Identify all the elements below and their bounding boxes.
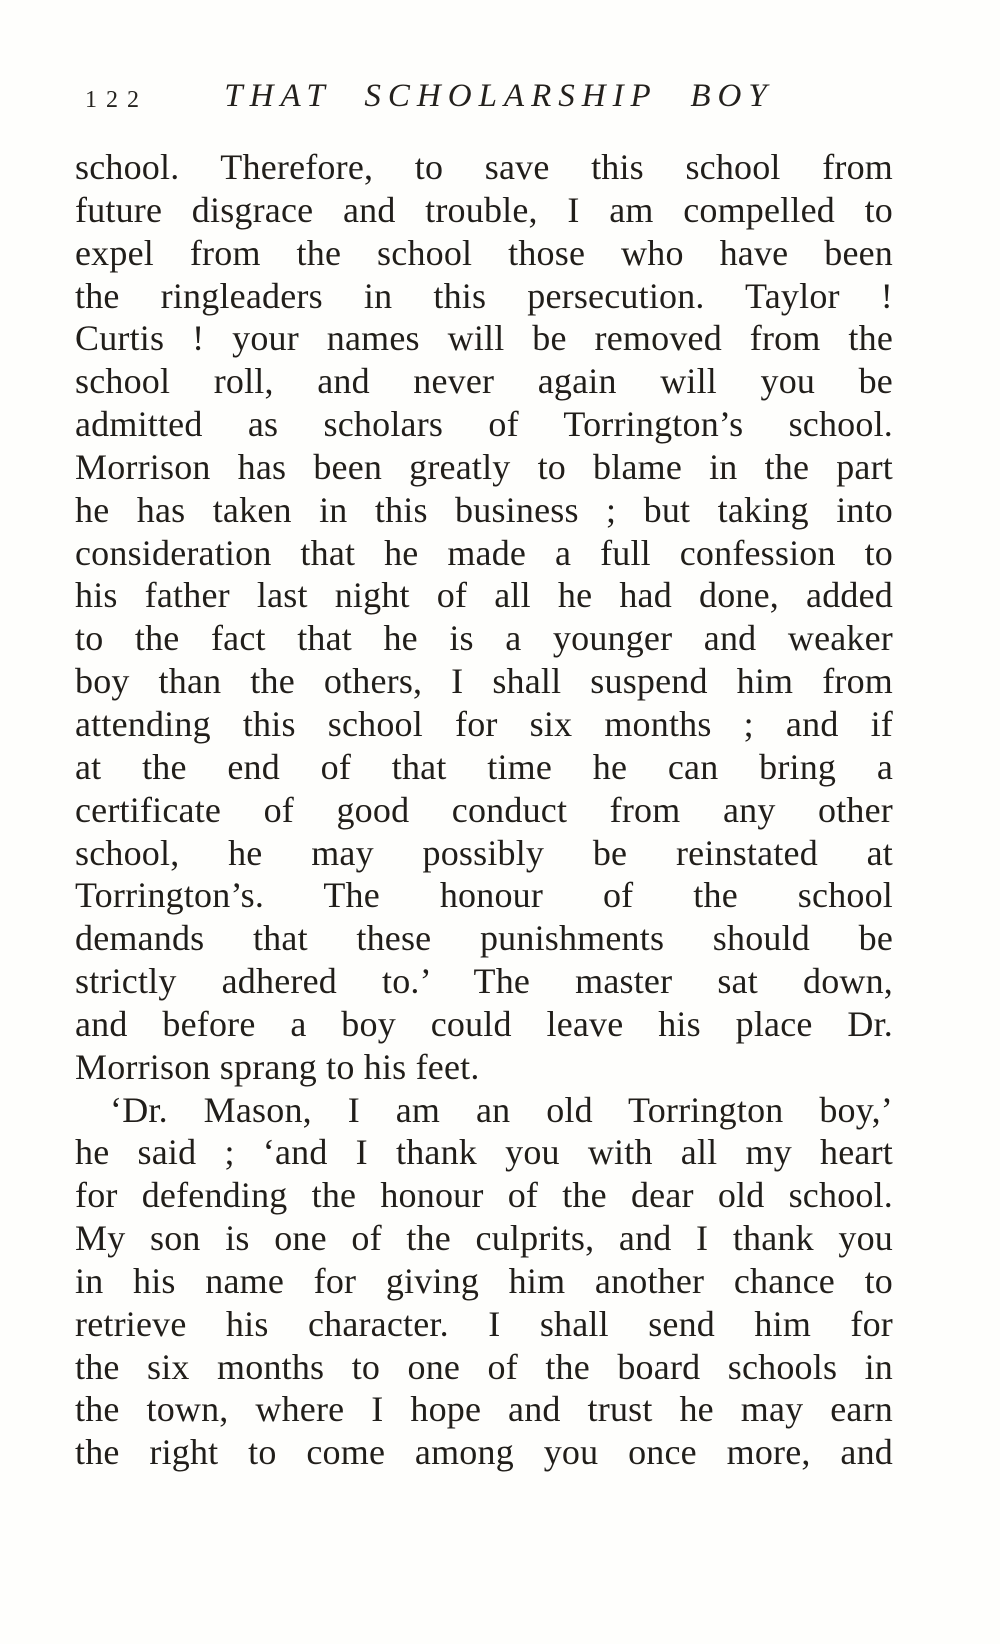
text-line: strictly adhered to.’ The master sat down, <box>75 961 893 1002</box>
page-number: 122 <box>85 87 148 113</box>
text-line: future disgrace and trouble, I am compelled to <box>75 189 893 230</box>
text-line: and before a boy could leave his place Dr. <box>75 1003 893 1044</box>
text-line: the six months to one of the board schools in <box>75 1346 893 1387</box>
text-line: My son is one of the culprits, and I thank you <box>75 1218 893 1259</box>
text-line: school. Therefore, to save this school from <box>75 147 893 187</box>
text-line: retrieve his character. I shall send him for <box>75 1303 893 1344</box>
text-line: at the end of that time he can bring a <box>75 746 893 787</box>
page-body <box>75 146 893 1474</box>
text-line: he has taken in this business ; but taking into <box>75 489 893 530</box>
text-line: boy than the others, I shall suspend him from <box>75 661 893 702</box>
text-line: to the fact that he is a younger and weaker <box>75 618 893 659</box>
running-title: THAT SCHOLARSHIP BOY <box>224 78 774 114</box>
text-line: certificate of good conduct from any other <box>75 789 893 830</box>
text-line: school roll, and never again will you be <box>75 361 893 402</box>
text-line: the town, where I hope and trust he may earn <box>75 1389 893 1430</box>
text-line: the right to come among you once more, and <box>75 1432 893 1473</box>
running-header <box>75 78 893 120</box>
paragraph <box>75 1089 893 1475</box>
text-line: Morrison has been greatly to blame in the part <box>75 446 893 487</box>
text-line: school, he may possibly be reinstated at <box>75 832 893 873</box>
text-line: consideration that he made a full confession to <box>75 532 893 573</box>
text-line: he said ; ‘and I thank you with all my heart <box>75 1132 893 1173</box>
text-line: in his name for giving him another chance to <box>75 1260 893 1301</box>
text-line: his father last night of all he had done, added <box>75 575 893 616</box>
text-line: admitted as scholars of Torrington’s school. <box>75 404 893 445</box>
text-line: Morrison sprang to his feet. <box>75 1046 480 1087</box>
text-line: Torrington’s. The honour of the school <box>75 875 893 916</box>
text-line: ‘Dr. Mason, I am an old Torrington boy,’ <box>110 1089 893 1130</box>
text-line: demands that these punishments should be <box>75 918 893 959</box>
text-line: Curtis ! your names will be removed from the <box>75 318 893 359</box>
text-line: attending this school for six months ; and if <box>75 703 893 744</box>
paragraph <box>75 146 893 1089</box>
text-line: for defending the honour of the dear old school. <box>75 1175 893 1216</box>
text-line: expel from the school those who have been <box>75 232 893 273</box>
text-line: the ringleaders in this persecution. Taylor ! <box>75 275 893 316</box>
